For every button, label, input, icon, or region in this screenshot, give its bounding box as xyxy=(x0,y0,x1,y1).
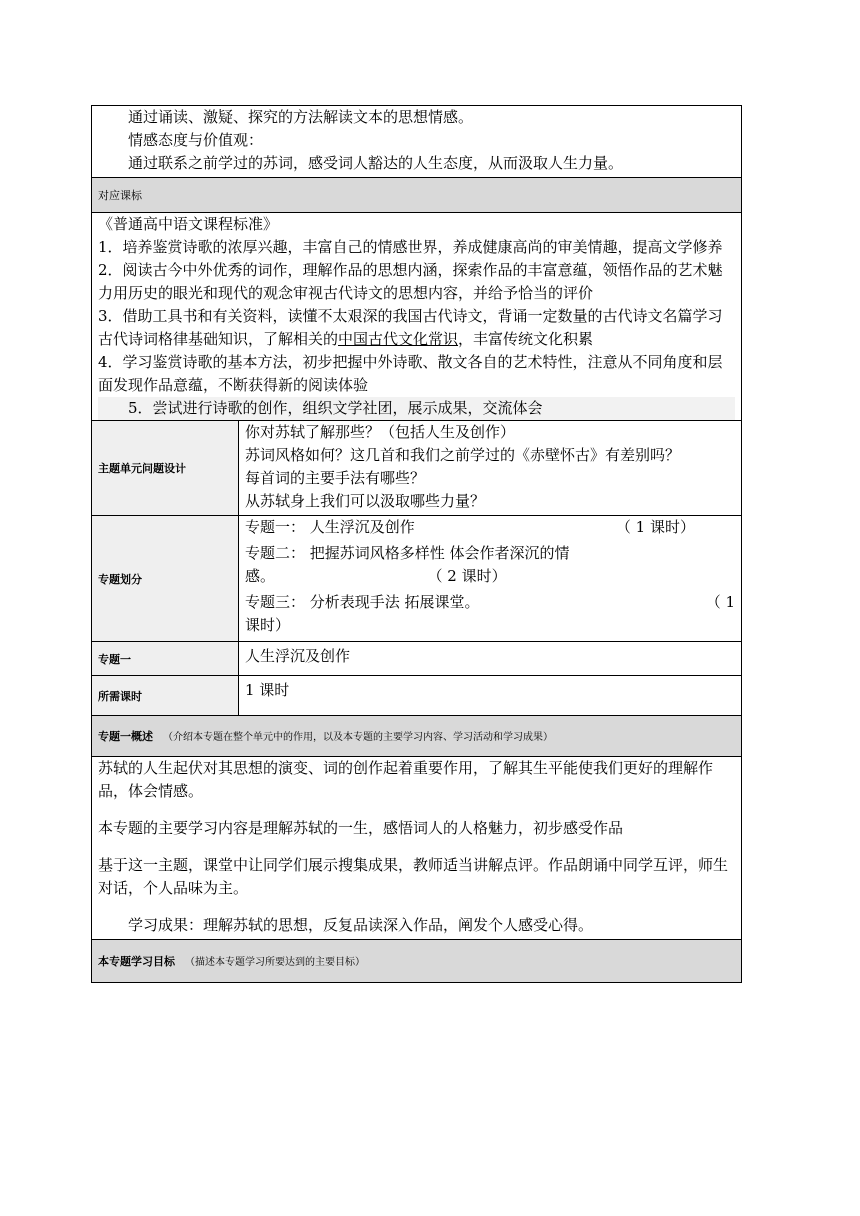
standards-header-row xyxy=(92,178,742,213)
hours-row xyxy=(92,676,742,716)
topic-1-hours: （ 1 课时） xyxy=(615,518,695,536)
hours-label: 所需课时 xyxy=(92,676,239,716)
standards-header: 对应课标 xyxy=(92,178,742,213)
overview-para-3: 基于这一主题，课堂中让同学们展示搜集成果，教师适当讲解点评。作品朗诵中同学互评，师生对话，个人品味为主。 xyxy=(98,856,729,897)
objective-attitude-heading: 情感态度与价值观： xyxy=(128,131,264,149)
objective-attitude: 通过联系之前学过的苏词，感受词人豁达的人生态度，从而汲取人生力量。 xyxy=(128,154,624,172)
culture-link[interactable]: 中国古代文化常识 xyxy=(338,330,459,348)
goals-note: （描述本专题学习所要达到的主要目标） xyxy=(185,957,365,968)
standards-title: 《普通高中语文课程标准》 xyxy=(98,215,279,233)
standard-item-2: 2．阅读古今中外优秀的词作，理解作品的思想内涵，探索作品的丰富意蕴，领悟作品的艺术魅力用历史的眼光和现代的观念审视古代诗文的思想内容，并给予恰当的评价 xyxy=(98,261,723,302)
overview-para-4: 学习成果：理解苏轼的思想，反复品读深入作品，阐发个人感受心得。 xyxy=(128,916,594,934)
objectives-row xyxy=(92,106,742,178)
standard-item-5: 5．尝试进行诗歌的创作，组织文学社团，展示成果，交流体会 xyxy=(98,397,735,420)
questions-label: 主题单元问题设计 xyxy=(92,421,239,516)
topic-3-hours-a: （ 1 xyxy=(705,593,736,611)
question-2: 苏词风格如何？这几首和我们之前学过的《赤壁怀古》有差别吗？ xyxy=(245,446,681,464)
standard-item-3-tail: ，丰富传统文化积累 xyxy=(458,330,594,348)
standard-item-3 xyxy=(98,305,735,351)
question-4: 从苏轼身上我们可以汲取哪些力量？ xyxy=(245,492,486,510)
objective-method: 通过诵读、激疑、探究的方法解读文本的思想情感。 xyxy=(128,108,474,126)
goals-header xyxy=(92,940,742,983)
overview-header xyxy=(92,716,742,757)
lesson-plan-table xyxy=(91,105,742,983)
topic1-value: 人生浮沉及创作 xyxy=(239,642,742,676)
topic-2-name-end: 感。 xyxy=(245,567,276,585)
standard-item-3-text: 3．借助工具书和有关资料，读懂不太艰深的我国古代诗文，背诵一定数量的古代诗文名篇学习古代诗词格律基础知识，了解相关的 xyxy=(98,307,723,348)
topic1-label: 专题一 xyxy=(92,642,239,676)
topic-1-line xyxy=(245,516,695,539)
lesson-plan-page xyxy=(91,105,741,983)
question-3: 每首词的主要手法有哪些？ xyxy=(245,469,426,487)
overview-row xyxy=(92,757,742,940)
standard-item-4: 4．学习鉴赏诗歌的基本方法，初步把握中外诗歌、散文各自的艺术特性，注意从不同角度和层面发现作品意蕴，不断获得新的阅读体验 xyxy=(98,353,723,394)
topics-label: 专题划分 xyxy=(92,516,239,642)
topic-2-line-b xyxy=(245,565,735,588)
topic-1-name: 专题一： 人生浮沉及创作 xyxy=(245,518,415,536)
goals-header-row xyxy=(92,940,742,983)
questions-row xyxy=(92,421,742,516)
topic-3-line xyxy=(245,591,735,614)
standard-item-1: 1．培养鉴赏诗歌的浓厚兴趣，丰富自己的情感世界，养成健康高尚的审美情趣，提高文学修养 xyxy=(98,238,723,256)
question-1: 你对苏轼了解那些？（包括人生及创作） xyxy=(245,423,516,441)
overview-header-row xyxy=(92,716,742,757)
topic-2-line-a: 专题二： 把握苏词风格多样性 体会作者深沉的情 xyxy=(245,544,570,562)
topic1-row xyxy=(92,642,742,676)
topic-3-name: 专题三： 分析表现手法 拓展课堂。 xyxy=(245,593,480,611)
overview-title: 专题一概述 xyxy=(98,730,153,743)
hours-value: 1 课时 xyxy=(239,676,742,716)
overview-note: （介绍本专题在整个单元中的作用，以及本专题的主要学习内容、学习活动和学习成果） xyxy=(163,732,553,743)
overview-para-2: 本专题的主要学习内容是理解苏轼的一生，感悟词人的人格魅力，初步感受作品 xyxy=(98,819,624,837)
topics-row xyxy=(92,516,742,642)
goals-title: 本专题学习目标 xyxy=(98,955,175,968)
topic-2-hours: （ 2 课时） xyxy=(435,567,507,585)
standards-row xyxy=(92,213,742,421)
topic-3-hours-b: 课时） xyxy=(245,616,291,634)
overview-para-1: 苏轼的人生起伏对其思想的演变、词的创作起着重要作用，了解其生平能使我们更好的理解作品，体会情感。 xyxy=(98,759,714,800)
